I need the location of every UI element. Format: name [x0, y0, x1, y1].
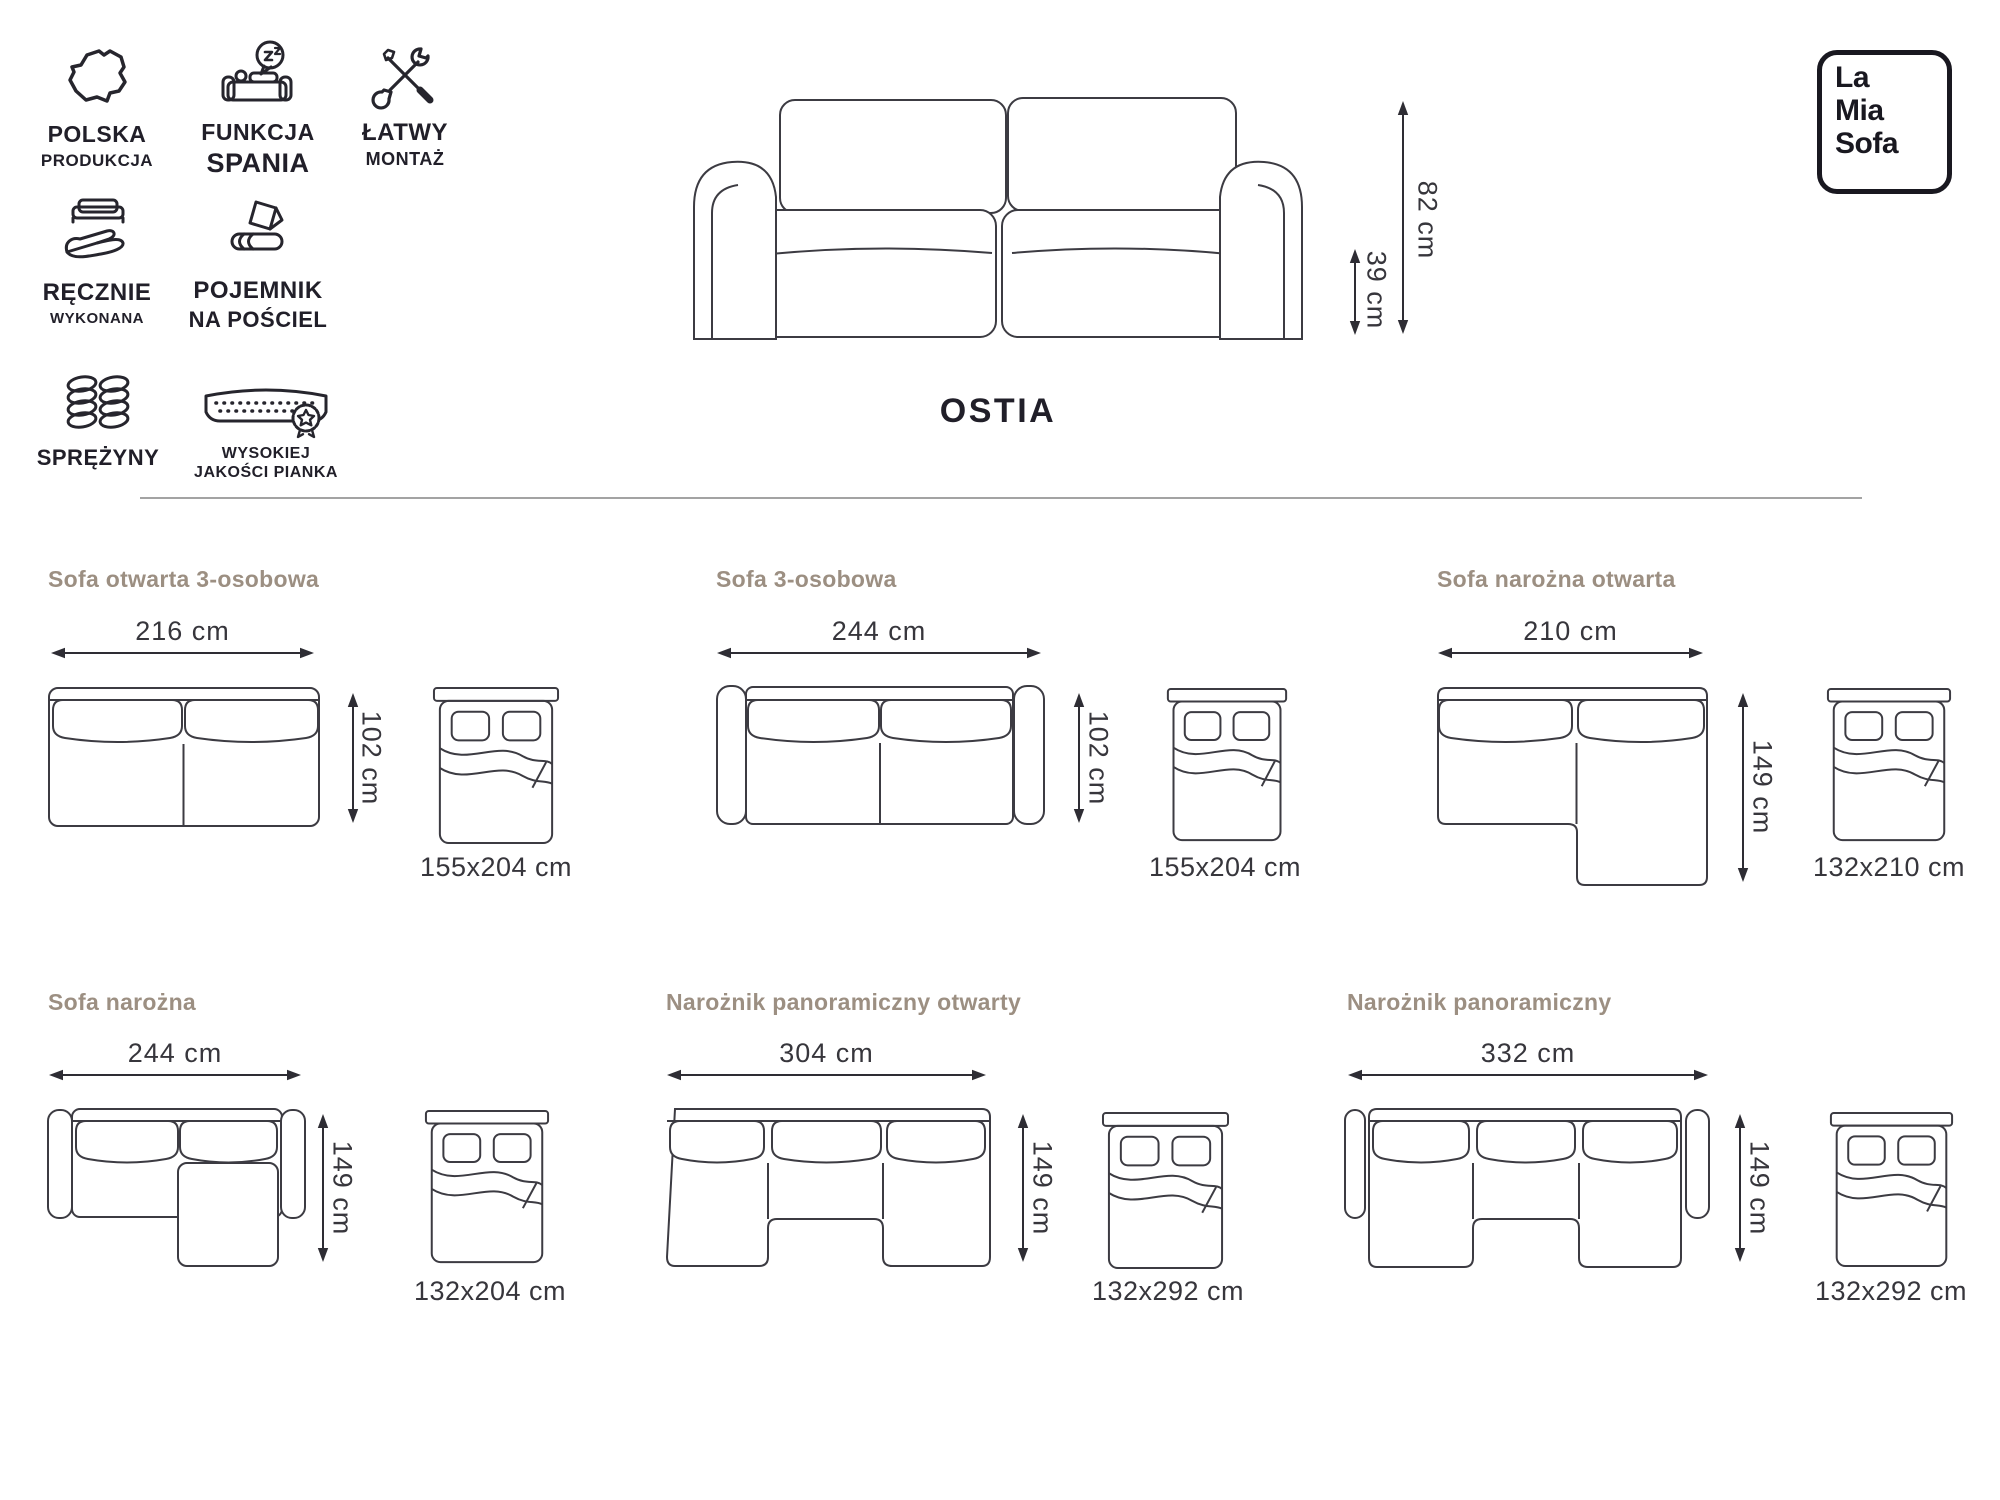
feature-sublabel: PRODUKCJA [40, 150, 154, 170]
bed-size-label: 132x210 cm [1812, 852, 1966, 882]
depth-dimension-label: 149 cm [327, 1140, 358, 1236]
bed-size-label: 155x204 cm [419, 852, 573, 882]
variant-title: Sofa narożna [48, 989, 197, 1015]
width-dimension-label: 244 cm [127, 1038, 223, 1068]
bed-icon [1829, 1112, 1954, 1268]
feature-sprezyny [18, 374, 178, 471]
width-arrow [666, 1068, 987, 1082]
depth-dimension-label: 149 cm [1027, 1140, 1058, 1236]
bed-icon [432, 687, 560, 845]
feature-label: ŁATWY [361, 119, 449, 146]
variant-title: Sofa 3-osobowa [716, 566, 897, 592]
sofa-top-view [48, 1108, 305, 1268]
poland-map-icon [60, 42, 134, 114]
width-arrow [48, 1068, 302, 1082]
width-dimension-label: 210 cm [1523, 616, 1618, 646]
bed-icon [424, 1110, 550, 1264]
sofa-front-view [690, 95, 1310, 345]
bed-icon [1101, 1112, 1230, 1270]
width-arrow [716, 646, 1042, 660]
sofa-top-view [666, 1108, 991, 1268]
feature-label: WYSOKIEJ [221, 445, 311, 462]
variant-title: Sofa otwarta 3-osobowa [48, 566, 320, 592]
feature-label: RĘCZNIE [42, 279, 152, 306]
seat-height-label: 39 cm [1361, 250, 1392, 330]
handmade-icon [59, 196, 135, 272]
sofa-top-view [48, 687, 320, 828]
width-dimension-label: 216 cm [135, 616, 230, 646]
width-arrow [1347, 1068, 1709, 1082]
total-height-arrow [1396, 100, 1410, 335]
bedding-container-icon [222, 198, 294, 270]
sofa-top-view [1437, 687, 1708, 888]
bed-icon [1166, 688, 1288, 842]
feature-pojemnik-na-posciel [173, 198, 343, 333]
brand-line-1: La [1835, 61, 1870, 94]
divider-line [140, 497, 1862, 499]
springs-icon [65, 374, 131, 434]
feature-sublabel: MONTAŻ [365, 148, 445, 169]
feature-latwy-montaz [335, 44, 475, 169]
variant-title: Sofa narożna otwarta [1437, 566, 1676, 592]
foam-icon [200, 378, 332, 438]
feature-label: POLSKA [47, 121, 147, 147]
feature-sublabel: SPANIA [206, 147, 310, 178]
sleep-function-icon [220, 40, 296, 114]
variant-title: Narożnik panoramiczny [1347, 989, 1612, 1015]
bed-size-label: 132x292 cm [1091, 1276, 1245, 1306]
width-arrow [1437, 646, 1704, 660]
width-dimension-label: 304 cm [779, 1038, 874, 1068]
depth-dimension-label: 102 cm [356, 710, 387, 806]
depth-dimension-label: 149 cm [1744, 1140, 1775, 1236]
width-arrow [50, 646, 315, 660]
width-dimension-label: 244 cm [831, 616, 927, 646]
feature-funkcja-spania [178, 40, 338, 178]
feature-sublabel: NA POŚCIEL [188, 306, 328, 332]
feature-polska-produkcja [17, 42, 177, 170]
bed-size-label: 155x204 cm [1148, 852, 1302, 882]
sofa-top-view [1345, 1108, 1709, 1268]
easy-assembly-icon [372, 44, 438, 108]
feature-sublabel: JAKOŚCI PIANKA [194, 463, 338, 481]
bed-size-label: 132x292 cm [1814, 1276, 1968, 1306]
feature-label: POJEMNIK [193, 277, 323, 304]
bed-size-label: 132x204 cm [413, 1276, 567, 1306]
brand-line-2: Mia [1835, 94, 1884, 127]
sofa-top-view [716, 685, 1046, 826]
depth-dimension-label: 149 cm [1747, 739, 1778, 835]
feature-label: FUNKCJA [201, 119, 315, 145]
total-height-label: 82 cm [1412, 180, 1443, 260]
width-dimension-label: 332 cm [1480, 1038, 1576, 1068]
feature-wysokiej-jakosci-pianka [171, 378, 361, 482]
bed-icon [1826, 688, 1952, 842]
feature-label: SPRĘŻYNY [36, 445, 160, 470]
feature-recznie-wykonana [17, 196, 177, 328]
product-name: OSTIA [939, 392, 1057, 430]
variant-title: Narożnik panoramiczny otwarty [666, 989, 1022, 1015]
depth-dimension-label: 102 cm [1083, 710, 1114, 806]
brand-line-3: Sofa [1835, 127, 1899, 160]
brand-logo [1817, 50, 1952, 194]
feature-sublabel: WYKONANA [50, 309, 144, 327]
